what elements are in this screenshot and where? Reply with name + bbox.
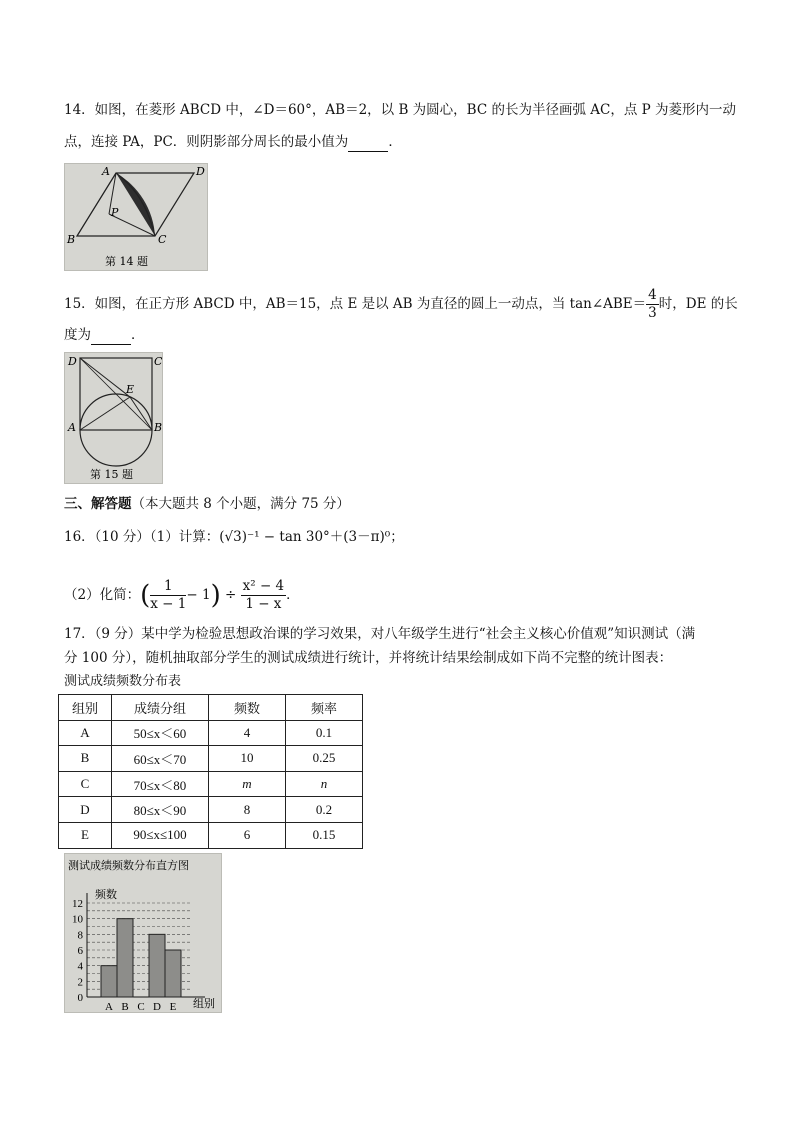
q15-line2 — [64, 325, 145, 345]
label-a: A — [102, 165, 110, 178]
section-heading — [64, 494, 350, 514]
x-tick-label: B — [121, 1001, 129, 1012]
table-row — [59, 797, 363, 823]
q14-line2-text: 点，连接 PA，PC．则阴影部分周长的最小值为 — [64, 134, 349, 150]
table-row — [59, 720, 363, 746]
table-cell: m — [209, 771, 286, 797]
y-tick-label: 6 — [77, 945, 83, 957]
x-tick-label: D — [153, 1001, 161, 1012]
q16-part1 — [64, 527, 404, 547]
rhombus-diagram — [65, 164, 207, 270]
table-header: 频率 — [286, 695, 363, 721]
histogram-bar — [149, 934, 165, 997]
label-b: B — [154, 421, 162, 434]
hist-ylabel: 频数 — [95, 888, 117, 901]
q14-line1: 14．如图，在菱形 ABCD 中，∠D＝60°，AB＝2，以 B 为圆心，BC 的长为半径画弧 AC，点 P 为菱形内一动 — [64, 102, 736, 118]
histogram-figure — [64, 853, 222, 1013]
table-header: 成绩分组 — [112, 695, 209, 721]
table-header: 频数 — [209, 695, 286, 721]
label-d: D — [68, 355, 77, 368]
q14-figure — [64, 163, 208, 271]
hist-xlabel: 组别 — [193, 997, 215, 1010]
table-cell: 4 — [209, 720, 286, 746]
label-e: E — [126, 383, 135, 396]
label-b: B — [67, 233, 76, 246]
q16-minus-one: − 1 — [186, 587, 211, 603]
table-cell: 0.15 — [286, 822, 363, 848]
section-title: 三、解答题 — [64, 496, 132, 512]
q14-line2-end: ． — [388, 134, 402, 150]
fraction-4-3: $\frac{4}{3}$ — [648, 287, 657, 321]
x-tick-label: E — [169, 1001, 177, 1012]
q16-part2: （2）化简：( $\frac{1}{x - 1}$ − 1) ÷ $\frac{\text{x² − 4}}{1 - x}$ ． — [64, 578, 300, 612]
divide-sign: ÷ — [225, 587, 237, 603]
q16-part2-label: （2）化简： — [64, 587, 141, 603]
q14-line2 — [64, 132, 402, 152]
x-tick-label: A — [105, 1001, 113, 1012]
table-cell: B — [59, 746, 112, 772]
table-cell: 8 — [209, 797, 286, 823]
y-tick-label: 4 — [77, 960, 83, 973]
q16-fraction-1: $\frac{1}{x - 1}$ — [150, 578, 187, 612]
table-cell: 6 — [209, 822, 286, 848]
table-cell: n — [286, 771, 363, 797]
y-tick-label: 10 — [72, 913, 83, 926]
q15-line1-text: 15．如图，在正方形 ABCD 中，AB＝15，点 E 是以 AB 为直径的圆上一动点，当 tan∠ABE＝ — [64, 296, 647, 312]
table-cell: D — [59, 797, 112, 823]
table-header-row — [59, 695, 363, 721]
q16-part2-end: ． — [286, 587, 300, 603]
table-title: 测试成绩频数分布表 — [64, 674, 182, 689]
label-c: C — [154, 355, 162, 368]
q17-line1: 17．（9 分）某中学为检验思想政治课的学习效果，对八年级学生进行“社会主义核心价值观”知识测试（满 — [64, 626, 696, 642]
q16-part1-label: 16．（10 分）（1）计算： — [64, 529, 220, 545]
square-diagram — [65, 353, 162, 483]
q16-part1-expression: (√3)⁻¹ − tan 30°＋(3－π)⁰； — [219, 529, 404, 545]
table-cell: 0.25 — [286, 746, 363, 772]
q15-figure — [64, 352, 163, 484]
figure-caption: 第 15 题 — [90, 468, 133, 481]
table-cell: 80≤x＜90 — [112, 797, 209, 823]
label-d: D — [196, 165, 205, 178]
label-p: P — [111, 206, 119, 219]
x-tick-label: C — [137, 1001, 145, 1012]
table-cell: 60≤x＜70 — [112, 746, 209, 772]
label-c: C — [158, 233, 167, 246]
table-row — [59, 771, 363, 797]
y-tick-label: 12 — [72, 898, 83, 910]
table-cell: 0.2 — [286, 797, 363, 823]
figure-caption: 第 14 题 — [105, 255, 148, 268]
table-cell: E — [59, 822, 112, 848]
y-tick-label: 8 — [77, 929, 83, 942]
q15-line2-text: 度为 — [64, 327, 91, 343]
table-cell: A — [59, 720, 112, 746]
table-header: 组别 — [59, 695, 112, 721]
histogram-chart — [65, 854, 221, 1012]
table-cell: 90≤x≤100 — [112, 822, 209, 848]
histogram-bar — [101, 966, 117, 997]
section-note: （本大题共 8 个小题，满分 75 分） — [131, 496, 350, 512]
histogram-bar — [117, 919, 133, 997]
q15-line1 — [64, 287, 738, 322]
origin-label: 0 — [77, 992, 83, 1004]
table-row — [59, 746, 363, 772]
table-cell: 0.1 — [286, 720, 363, 746]
histogram-bar — [165, 950, 181, 997]
q15-line2-end: ． — [131, 327, 145, 343]
q15-line1-end: 时，DE 的长 — [658, 296, 738, 312]
frequency-table — [58, 694, 363, 849]
answer-blank[interactable] — [348, 137, 388, 152]
hist-title: 测试成绩频数分布直方图 — [68, 859, 189, 872]
q16-fraction-2: $\frac{\text{x² − 4}}{1 - x}$ — [242, 578, 285, 612]
table-cell: 10 — [209, 746, 286, 772]
table-cell: C — [59, 771, 112, 797]
label-a: A — [68, 421, 76, 434]
y-tick-label: 2 — [77, 976, 83, 989]
table-row — [59, 822, 363, 848]
answer-blank[interactable] — [91, 330, 131, 345]
q17-line2: 分 100 分），随机抽取部分学生的测试成绩进行统计，并将统计结果绘制成如下尚不完整的统计图表： — [64, 650, 673, 666]
table-cell: 50≤x＜60 — [112, 720, 209, 746]
table-cell: 70≤x＜80 — [112, 771, 209, 797]
